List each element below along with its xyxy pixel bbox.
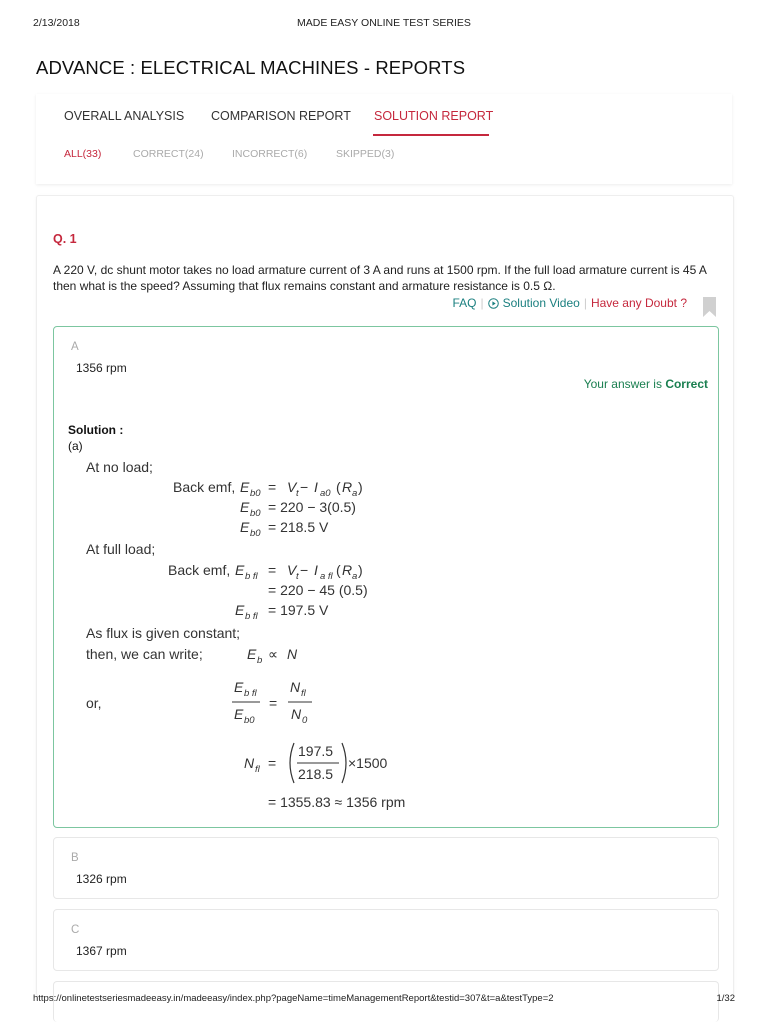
option-letter: A bbox=[71, 341, 79, 353]
math-subscript: fl bbox=[301, 688, 306, 699]
math-symbol: I bbox=[314, 562, 318, 578]
solution-key: (a) bbox=[68, 439, 83, 453]
math-propto: ∝ bbox=[268, 646, 279, 662]
math-symbol: N bbox=[244, 755, 255, 771]
eq5-rhs: = 220 − 45 (0.5) bbox=[268, 582, 368, 598]
math-subscript: b0 bbox=[244, 715, 255, 726]
math-symbol: V bbox=[287, 479, 297, 495]
print-url: https://onlinetestseriesmadeeasy.in/madeeasy/index.php?pageName=timeManagementReport&testid=307&t=a&testType=2 bbox=[33, 993, 554, 1004]
option-b[interactable] bbox=[53, 837, 719, 899]
final-result: = 1355.83 ≈ 1356 rpm bbox=[268, 794, 406, 810]
report-tabs-card bbox=[36, 94, 732, 184]
math-subscript: a0 bbox=[320, 488, 331, 499]
math-subscript: b0 bbox=[250, 528, 261, 539]
page-number: 1/32 bbox=[716, 993, 735, 1004]
filter-incorrect[interactable]: INCORRECT(6) bbox=[232, 148, 308, 160]
math-subscript: b fl bbox=[244, 688, 257, 699]
at-no-load-text: At no load; bbox=[86, 459, 153, 475]
math-symbol: E bbox=[234, 679, 244, 695]
print-footer bbox=[33, 993, 735, 1007]
page-title: ADVANCE : ELECTRICAL MACHINES - REPORTS bbox=[36, 57, 466, 78]
answer-result-prefix: Your answer is bbox=[583, 377, 666, 391]
solution-video-label: Solution Video bbox=[502, 296, 580, 310]
math-symbol: E bbox=[234, 706, 244, 722]
option-text: 1326 rpm bbox=[76, 872, 127, 886]
math-symbol: R bbox=[342, 562, 353, 578]
math-subscript: b bbox=[257, 655, 263, 666]
math-minus: − bbox=[300, 479, 309, 495]
faq-link[interactable]: FAQ bbox=[452, 296, 477, 310]
big-paren-right bbox=[342, 743, 346, 783]
option-letter: B bbox=[71, 852, 79, 864]
doubt-link[interactable]: Have any Doubt ? bbox=[590, 296, 687, 310]
bookmark-icon[interactable] bbox=[703, 297, 716, 317]
math-equals: = bbox=[269, 695, 278, 711]
math-paren-close: ) bbox=[358, 479, 363, 495]
math-subscript: a bbox=[352, 571, 358, 582]
math-symbol: E bbox=[235, 562, 245, 578]
eq2-rhs: = 220 − 3(0.5) bbox=[268, 499, 356, 515]
math-subscript: b fl bbox=[245, 611, 258, 622]
option-text: 1367 rpm bbox=[76, 944, 127, 958]
at-full-load-text: At full load; bbox=[86, 541, 156, 557]
math-subscript: b0 bbox=[250, 488, 261, 499]
math-subscript: a bbox=[352, 488, 358, 499]
math-equals: = bbox=[268, 562, 277, 578]
back-emf-label: Back emf, bbox=[173, 479, 236, 495]
solution-label: Solution : bbox=[68, 423, 124, 437]
play-circle-icon bbox=[488, 298, 499, 309]
math-minus: − bbox=[300, 562, 309, 578]
tab-solution-report[interactable]: SOLUTION REPORT bbox=[374, 109, 494, 123]
print-header bbox=[33, 17, 735, 31]
eq6-rhs: = 197.5 V bbox=[268, 602, 329, 618]
math-symbol: E bbox=[247, 646, 257, 662]
filter-correct[interactable]: CORRECT(24) bbox=[133, 148, 204, 160]
math-symbol: E bbox=[240, 519, 250, 535]
math-symbol: N bbox=[290, 679, 301, 695]
math-subscript: b0 bbox=[250, 508, 261, 519]
answer-status: Correct bbox=[665, 377, 708, 391]
or-text: or, bbox=[86, 695, 102, 711]
flux-constant-text: As flux is given constant; bbox=[86, 625, 241, 641]
question-card bbox=[36, 195, 734, 996]
math-subscript: fl bbox=[255, 764, 260, 775]
math-subscript: a fl bbox=[320, 571, 333, 582]
option-c[interactable] bbox=[53, 909, 719, 971]
math-paren-open: ( bbox=[336, 562, 341, 578]
eq3-rhs: = 218.5 V bbox=[268, 519, 329, 535]
math-symbol: V bbox=[287, 562, 297, 578]
math-subscript: t bbox=[296, 571, 299, 582]
fraction-numerator: 197.5 bbox=[298, 743, 334, 759]
math-equals: = bbox=[268, 479, 277, 495]
filter-skipped[interactable]: SKIPPED(3) bbox=[336, 148, 395, 160]
question-number: Q. 1 bbox=[53, 232, 77, 246]
tab-overall-analysis[interactable]: OVERALL ANALYSIS bbox=[64, 109, 185, 123]
tab-comparison-report[interactable]: COMPARISON REPORT bbox=[211, 109, 351, 123]
question-text: A 220 V, dc shunt motor takes no load armature current of 3 A and runs at 1500 rpm. If the full load armature current is 45 A then what is the speed? Assuming that flux remains constant and armature resistance is 0.5 Ω. bbox=[53, 263, 707, 293]
math-symbol: N bbox=[287, 646, 298, 662]
math-subscript: t bbox=[296, 488, 299, 499]
back-emf-label-2: Back emf, bbox=[168, 562, 231, 578]
print-site-title: MADE EASY ONLINE TEST SERIES bbox=[297, 17, 471, 29]
math-symbol: I bbox=[314, 479, 318, 495]
then-write-text: then, we can write; bbox=[86, 646, 203, 662]
math-subscript: 0 bbox=[302, 715, 308, 726]
math-symbol: R bbox=[342, 479, 353, 495]
fraction-denominator: 218.5 bbox=[298, 766, 334, 782]
active-tab-underline bbox=[373, 134, 489, 136]
math-symbol: E bbox=[240, 479, 250, 495]
big-paren-left bbox=[290, 743, 294, 783]
math-paren-close: ) bbox=[358, 562, 363, 578]
math-symbol: E bbox=[240, 499, 250, 515]
times-1500: ×1500 bbox=[348, 755, 388, 771]
filter-all[interactable]: ALL(33) bbox=[64, 148, 102, 160]
math-equals: = bbox=[268, 755, 277, 771]
math-subscript: b fl bbox=[245, 571, 258, 582]
print-date: 2/13/2018 bbox=[33, 17, 80, 29]
option-text: 1356 rpm bbox=[76, 361, 127, 375]
math-paren-open: ( bbox=[336, 479, 341, 495]
math-symbol: E bbox=[235, 602, 245, 618]
math-symbol: N bbox=[291, 706, 302, 722]
question-links: FAQ | Solution Video | Have any Doubt ? bbox=[452, 296, 687, 310]
solution-math bbox=[54, 327, 718, 827]
option-a[interactable] bbox=[53, 326, 719, 828]
option-letter: C bbox=[71, 924, 80, 936]
solution-video-link[interactable] bbox=[488, 296, 580, 310]
